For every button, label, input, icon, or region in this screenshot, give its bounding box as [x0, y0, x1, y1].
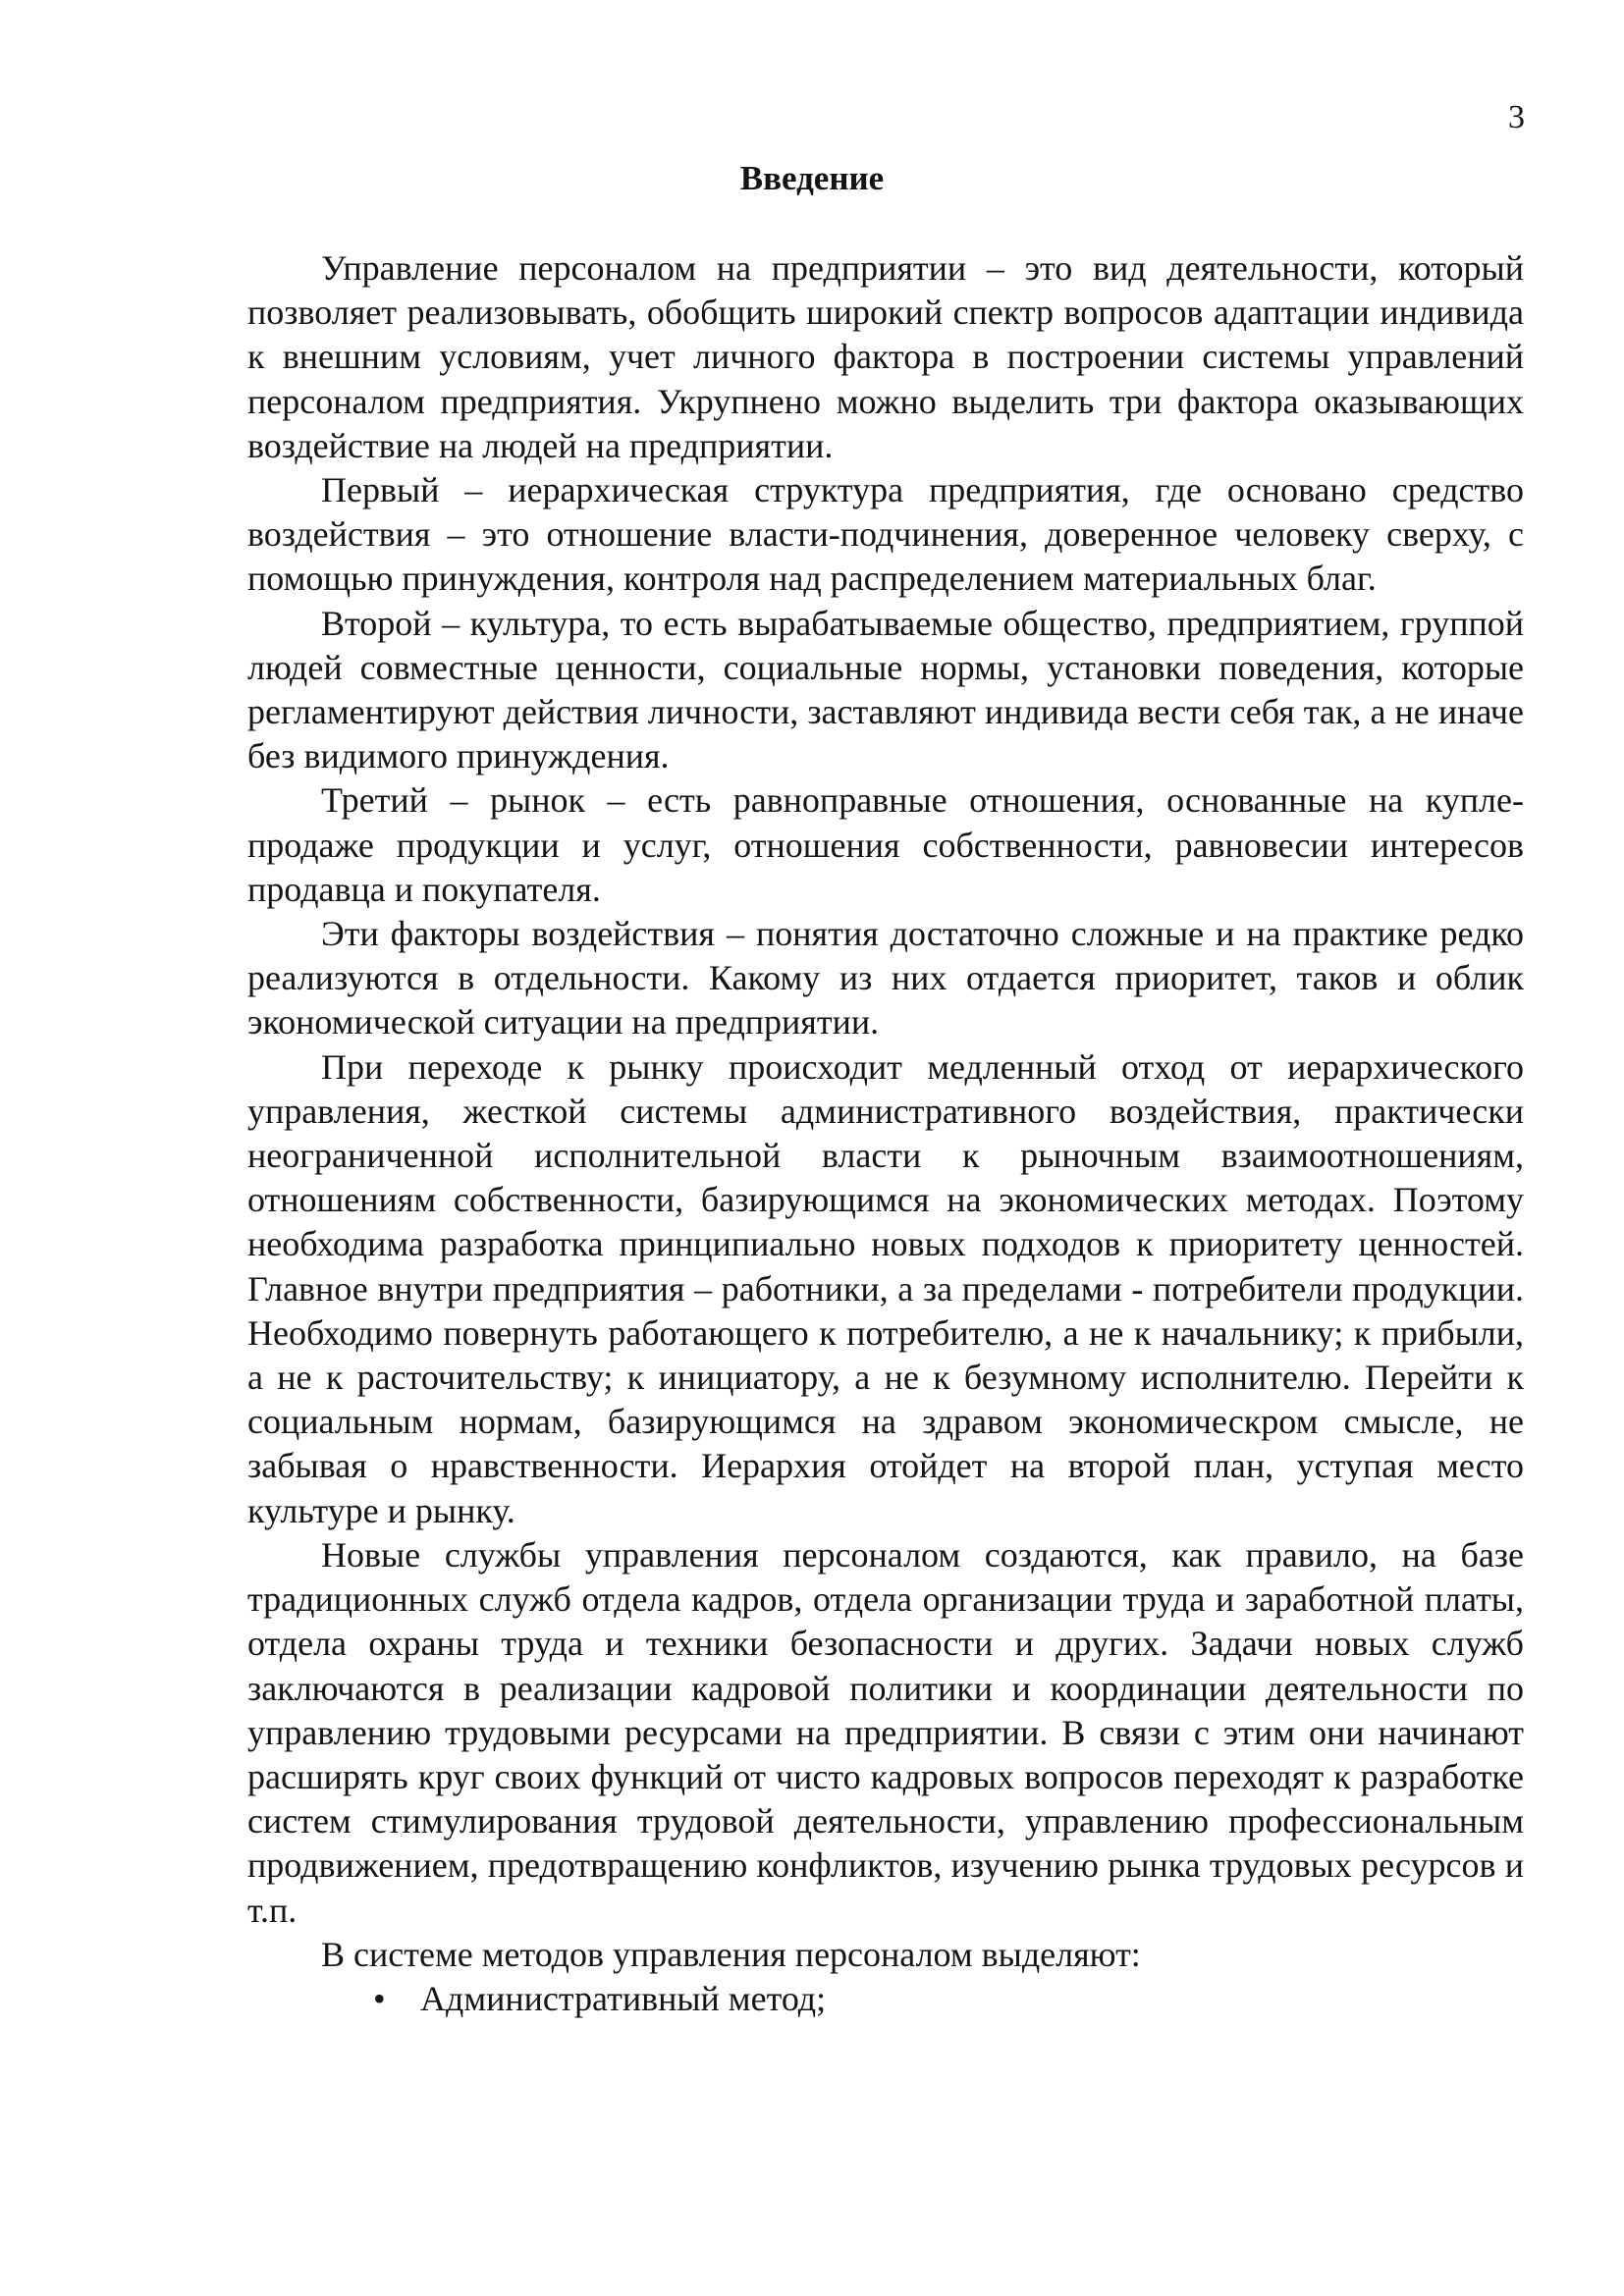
paragraph: Первый – иерархическая структура предприятия, где основано средство воздействия – это отношение власти-подчинения, доверенное человеку сверху, с помощью принуждения, контроля над распределением материальных благ.: [247, 470, 1524, 599]
paragraph: Эти факторы воздействия – понятия достаточно сложные и на практике редко реализуются в отдельности. Какому из них отдается приоритет, таков и облик экономической ситуации на предприятии.: [247, 914, 1524, 1042]
section-title: Введение: [739, 159, 885, 197]
list-item: [247, 1977, 1524, 2021]
paragraph: Новые службы управления персоналом создаются, как правило, на базе традиционных служб отдела кадров, отдела организации труда и заработной платы, отдела охраны труда и техники безопасности и других. Задачи новых служб заключаются в реализации кадровой политики и координации деятельности по управлению трудовыми ресурсами на предприятии. В связи с этим они начинают расширять круг своих функций от чисто кадровых вопросов переходят к разработке систем стимулирования трудовой деятельности, управлению профессиональным продвижением, предотвращению конфликтов, изучению рынка трудовых ресурсов и т.п.: [247, 1534, 1524, 1930]
body-text: [247, 246, 1524, 2021]
paragraph: В системе методов управления персоналом выделяют:: [321, 1934, 1141, 1974]
paragraph: Третий – рынок – есть равноправные отношения, основанные на купле-продаже продукции и услуг, отношения собственности, равновесии интересов продавца и покупателя.: [247, 780, 1524, 909]
page-number: 3: [1508, 99, 1525, 135]
bullet-list: [247, 1977, 1524, 2021]
paragraph: Второй – культура, то есть вырабатываемые общество, предприятием, группой людей совместные ценности, социальные нормы, установки поведения, которые регламентируют действия личности, заставляют индивида вести себя так, а не иначе без видимого принуждения.: [247, 603, 1524, 776]
paragraph: При переходе к рынку происходит медленный отход от иерархического управления, жесткой системы административного воздействия, практически неограниченной исполнительной власти к рыночным взаимоотношениям, отношениям собственности, базирующимся на экономических методах. Поэтому необходима разработка принципиально новых подходов к приоритету ценностей. Главное внутри предприятия – работники, а за пределами - потребители продукции. Необходимо повернуть работающего к потребителю, а не к начальнику; к прибыли, а не к расточительству; к инициатору, а не к безумному исполнителю. Перейти к социальным нормам, базирующимся на здравом экономическром смысле, не забывая о нравственности. Иерархия отойдет на второй план, уступая место культуре и рынку.: [247, 1046, 1524, 1530]
list-item-text: Административный метод;: [420, 1978, 827, 2018]
paragraph: Управление персоналом на предприятии – это вид деятельности, который позволяет реализовывать, обобщить широкий спектр вопросов адаптации индивида к внешним условиям, учет личного фактора в построении системы управлений персоналом предприятия. Укрупнено можно выделить три фактора оказывающих воздействие на людей на предприятии.: [247, 248, 1524, 465]
bullet-icon: •: [373, 1978, 386, 2018]
